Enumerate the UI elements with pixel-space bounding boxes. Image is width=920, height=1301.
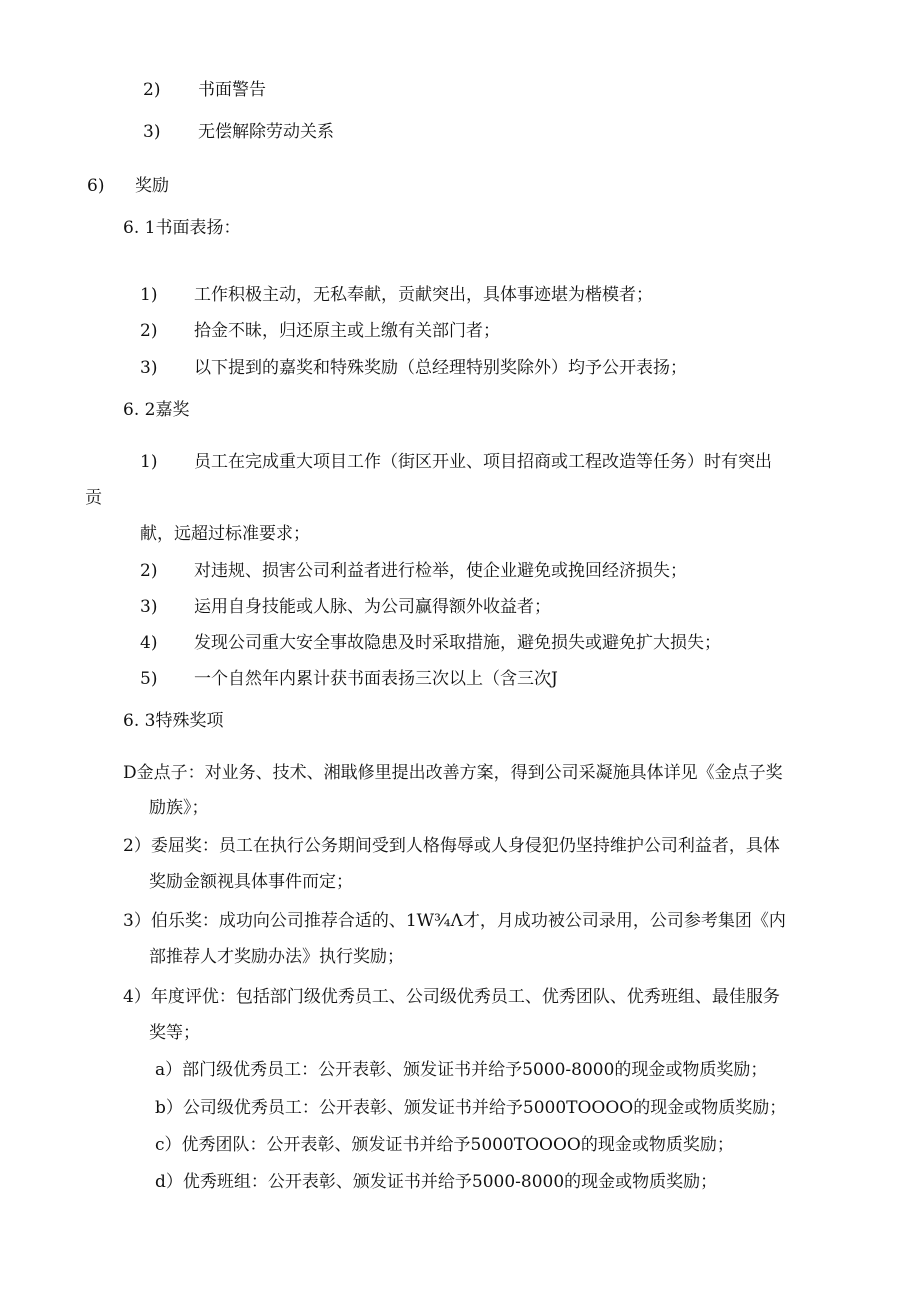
list-item-text: 以下提到的嘉奖和特殊奖励（总经理特别奖除外）均予公开表扬；	[194, 358, 687, 378]
section-heading: 奖励	[135, 176, 169, 196]
wrapped-text: 奖励金额视具体事件而定；	[149, 872, 353, 892]
list-item-text: 无偿解除劳动关系	[198, 122, 334, 142]
wrapped-text: 奖等；	[149, 1023, 200, 1043]
list-number: 3)	[140, 597, 158, 617]
list-item-text: 4）年度评优：包括部门级优秀员工、公司级优秀员工、优秀团队、优秀班组、最佳服务	[123, 987, 780, 1007]
list-number: 1)	[140, 285, 158, 305]
list-item-text: 拾金不昧，归还原主或上缴有关部门者；	[194, 321, 500, 341]
list-item-text: 3）伯乐奖：成功向公司推荐合适的、1W¾Λ才，月成功被公司录用，公司参考集团《内	[123, 911, 786, 931]
sub-list-item: c）优秀团队：公开表彰、颁发证书并给予5000TOOOO的现金或物质奖励；	[155, 1135, 734, 1155]
list-item-text: 工作积极主动，无私奉献，贡献突出，具体事迹堪为楷模者；	[194, 285, 653, 305]
subsection-heading: 6. 2嘉奖	[123, 400, 190, 420]
sub-list-item: b）公司级优秀员工：公开表彰、颁发证书并给予5000TOOOO的现金或物质奖励；	[155, 1098, 787, 1118]
list-item-text: 发现公司重大安全事故隐患及时采取措施，避免损失或避免扩大损失；	[194, 633, 721, 653]
list-number: 3)	[140, 358, 158, 378]
section-number: 6)	[87, 176, 105, 196]
sub-list-item: d）优秀班组：公开表彰、颁发证书并给予5000-8000的现金或物质奖励；	[155, 1172, 718, 1192]
list-item-text: 2）委屈奖：员工在执行公务期间受到人格侮辱或人身侵犯仍坚持维护公司利益者，具体	[123, 836, 780, 856]
list-item-text: 一个自然年内累计获书面表扬三次以上（含三次J	[194, 669, 558, 689]
sub-list-item: a）部门级优秀员工：公开表彰、颁发证书并给予5000-8000的现金或物质奖励；	[155, 1060, 768, 1080]
wrapped-text: 贡	[85, 488, 102, 508]
list-number: 1)	[140, 452, 158, 472]
wrapped-text: 励族》；	[149, 798, 209, 818]
list-item-text: D金点子：对业务、技术、湘戢修里提出改善方案，得到公司采凝施具体详见《金点子奖	[123, 763, 783, 783]
list-item-text: 对违规、损害公司利益者进行检举，使企业避免或挽回经济损失；	[194, 561, 687, 581]
list-number: 2)	[143, 80, 161, 100]
list-item-text: 书面警告	[198, 80, 266, 100]
list-number: 5)	[140, 669, 158, 689]
list-number: 4)	[140, 633, 158, 653]
list-number: 3)	[143, 122, 161, 142]
list-number: 2)	[140, 321, 158, 341]
list-number: 2)	[140, 561, 158, 581]
list-item-text: 员工在完成重大项目工作（街区开业、项目招商或工程改造等任务）时有突出	[194, 452, 772, 472]
subsection-heading: 6. 1书面表扬：	[123, 218, 241, 238]
subsection-heading: 6. 3特殊奖项	[123, 711, 224, 731]
wrapped-text: 部推荐人才奖励办法》执行奖励；	[149, 947, 404, 967]
wrapped-text: 献，远超过标准要求；	[140, 524, 310, 544]
list-item-text: 运用自身技能或人脉、为公司赢得额外收益者；	[194, 597, 551, 617]
